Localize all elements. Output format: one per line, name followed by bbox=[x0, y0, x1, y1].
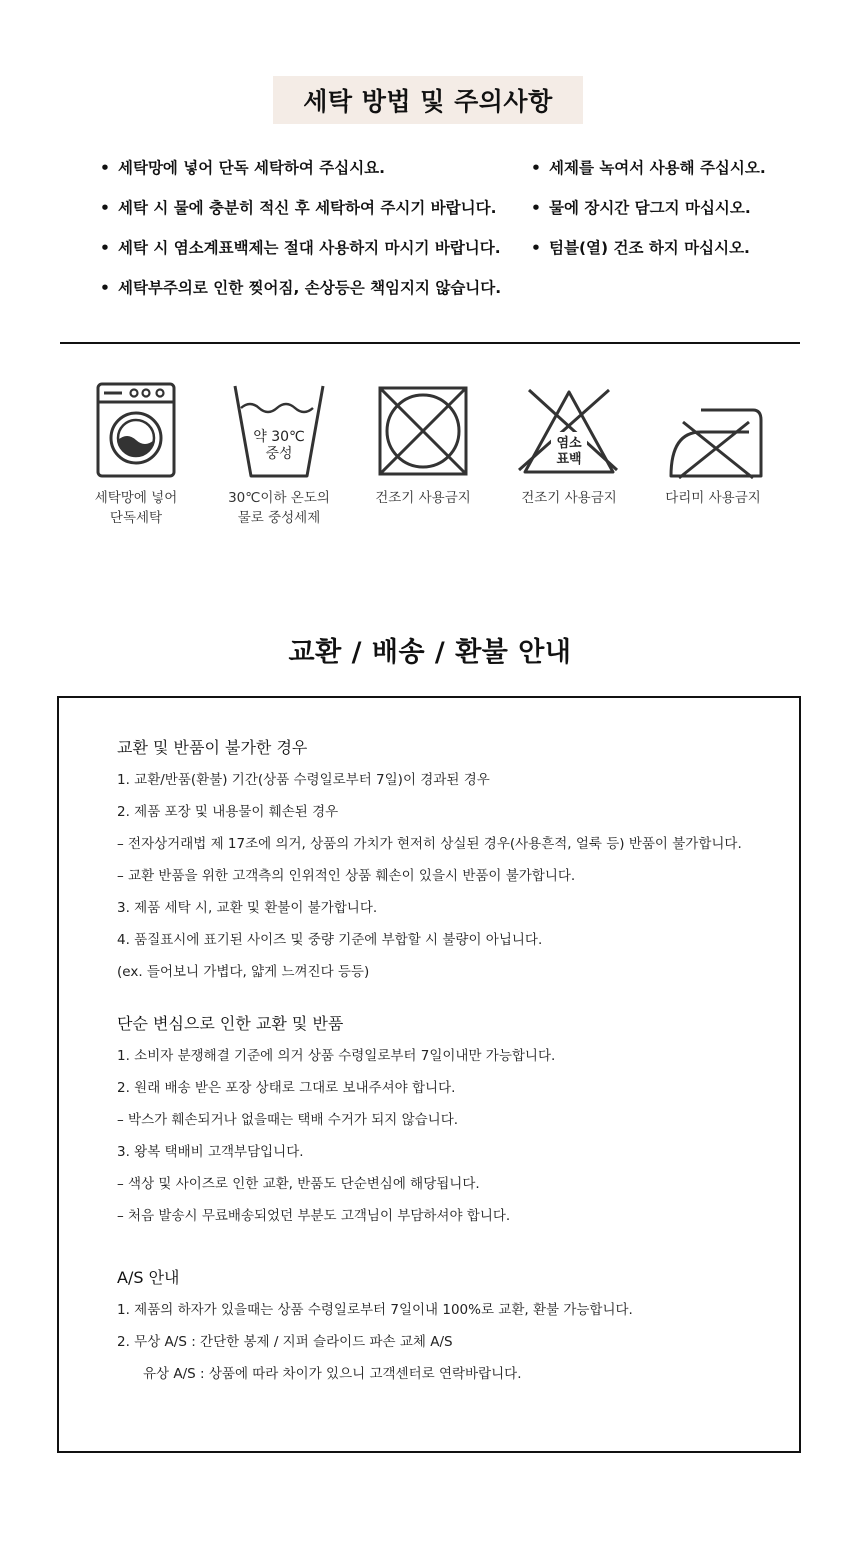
policy-text bbox=[117, 732, 787, 1390]
hand-wash-basin-icon bbox=[231, 380, 327, 480]
care-notes-right bbox=[531, 150, 766, 270]
basin-detergent-label: 중성 bbox=[265, 446, 293, 462]
policy-line: 1. 소비자 분쟁해결 기준에 의거 상품 수령일로부터 7일이내만 가능합니다. bbox=[117, 1048, 556, 1064]
policy-line: – 교환 반품을 위한 고객측의 인위적인 상품 훼손이 있을시 반품이 불가합니다. bbox=[117, 868, 576, 884]
section-heading: 교환 및 반품이 불가한 경우 bbox=[117, 738, 308, 757]
care-note: • 세탁부주의로 인한 찢어짐, 손상등은 책임지지 않습니다. bbox=[100, 270, 501, 310]
policy-line: 2. 제품 포장 및 내용물이 훼손된 경우 bbox=[117, 804, 339, 820]
icon-caption: 건조기 사용금지 bbox=[521, 490, 617, 506]
section-heading: 단순 변심으로 인한 교환 및 반품 bbox=[117, 1014, 344, 1033]
care-icon-wash bbox=[71, 380, 201, 528]
section-divider bbox=[60, 342, 800, 344]
no-tumble-dry-icon bbox=[376, 380, 470, 480]
policy-line: 3. 제품 세탁 시, 교환 및 환불이 불가합니다. bbox=[117, 900, 378, 916]
care-note: • 세탁 시 물에 충분히 적신 후 세탁하여 주시기 바랍니다. bbox=[100, 190, 501, 230]
care-icon-no-dryer bbox=[358, 380, 488, 508]
care-notes-left bbox=[100, 150, 501, 310]
icon-caption: 30℃이하 온도의 물로 중성세제 bbox=[228, 490, 330, 526]
care-icon-water bbox=[214, 380, 344, 528]
icon-caption: 건조기 사용금지 bbox=[375, 490, 471, 506]
icon-caption: 다리미 사용금지 bbox=[665, 490, 761, 506]
care-note: • 세탁망에 넣어 단독 세탁하여 주십시요. bbox=[100, 150, 501, 190]
policy-line: – 색상 및 사이즈로 인한 교환, 반품도 단순변심에 해당됩니다. bbox=[117, 1176, 480, 1192]
washing-machine-icon bbox=[94, 380, 178, 480]
no-iron-icon bbox=[661, 380, 765, 480]
policy-line: 유상 A/S : 상품에 따라 차이가 있으니 고객센터로 연락바랍니다. bbox=[143, 1366, 522, 1382]
care-note: • 물에 장시간 담그지 마십시오. bbox=[531, 190, 766, 230]
policy-line: – 전자상거래법 제 17조에 의거, 상품의 가치가 현저히 상실된 경우(사용흔적, 얼룩 등) 반품이 불가합니다. bbox=[117, 836, 742, 852]
basin-temp-label: 약 30℃ bbox=[253, 429, 305, 445]
policy-line: – 처음 발송시 무료배송되었던 부분도 고객님이 부담하셔야 합니다. bbox=[117, 1208, 511, 1224]
policy-box bbox=[57, 696, 801, 1453]
care-icon-no-iron bbox=[648, 380, 778, 508]
care-note: • 세제를 녹여서 사용해 주십시오. bbox=[531, 150, 766, 190]
policy-line: 3. 왕복 택배비 고객부담입니다. bbox=[117, 1144, 304, 1160]
bleach-label-bottom: 표백 bbox=[556, 452, 582, 467]
care-note: • 텀블(열) 건조 하지 마십시오. bbox=[531, 230, 766, 270]
policy-line: 1. 교환/반품(환불) 기간(상품 수령일로부터 7일)이 경과된 경우 bbox=[117, 772, 490, 788]
policy-line: – 박스가 훼손되거나 없을때는 택배 수거가 되지 않습니다. bbox=[117, 1112, 459, 1128]
bleach-label-top: 염소 bbox=[556, 436, 582, 451]
no-bleach-icon bbox=[513, 380, 625, 480]
policy-section-title: 교환 / 배송 / 환불 안내 bbox=[288, 637, 572, 668]
care-icon-no-bleach bbox=[504, 380, 634, 508]
policy-line: 2. 무상 A/S : 간단한 봉제 / 지퍼 슬라이드 파손 교체 A/S bbox=[117, 1334, 453, 1350]
section-heading: A/S 안내 bbox=[117, 1268, 180, 1287]
policy-line: (ex. 들어보니 가볍다, 얇게 느껴진다 등등) bbox=[117, 964, 370, 980]
care-note: • 세탁 시 염소계표백제는 절대 사용하지 마시기 바랍니다. bbox=[100, 230, 501, 270]
care-section-title: 세탁 방법 및 주의사항 bbox=[273, 76, 583, 124]
policy-line: 4. 품질표시에 표기된 사이즈 및 중량 기준에 부합할 시 불량이 아닙니다. bbox=[117, 932, 543, 948]
icon-caption: 세탁망에 넣어 단독세탁 bbox=[94, 490, 178, 526]
policy-line: 1. 제품의 하자가 있을때는 상품 수령일로부터 7일이내 100%로 교환, 환불 가능합니다. bbox=[117, 1302, 633, 1318]
policy-line: 2. 원래 배송 받은 포장 상태로 그대로 보내주셔야 합니다. bbox=[117, 1080, 456, 1096]
